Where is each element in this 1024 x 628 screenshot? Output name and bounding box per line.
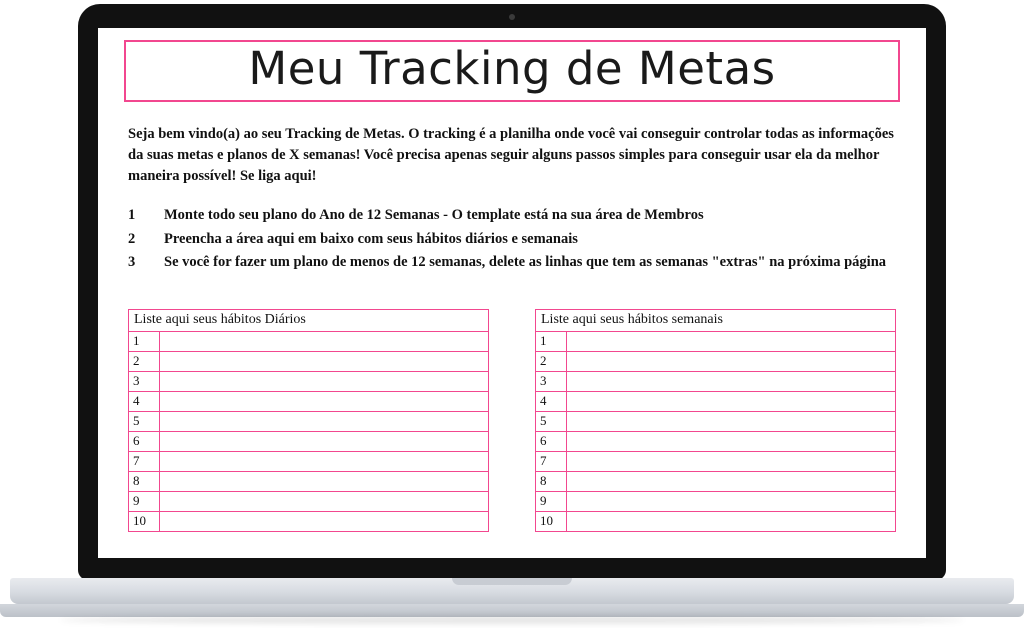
list-item bbox=[128, 228, 896, 251]
row-index: 6 bbox=[129, 431, 160, 451]
steps-list bbox=[128, 204, 896, 274]
row-index: 7 bbox=[536, 451, 567, 471]
table-row bbox=[129, 391, 489, 411]
step-number: 3 bbox=[128, 254, 136, 271]
habit-input-cell[interactable] bbox=[160, 451, 489, 471]
table-row bbox=[129, 451, 489, 471]
row-index: 3 bbox=[129, 371, 160, 391]
row-index: 2 bbox=[129, 351, 160, 371]
table-row bbox=[129, 351, 489, 371]
list-item bbox=[128, 204, 896, 227]
row-index: 2 bbox=[536, 351, 567, 371]
table-row bbox=[129, 511, 489, 531]
table-header-row bbox=[536, 309, 896, 331]
row-index: 9 bbox=[536, 491, 567, 511]
habit-input-cell[interactable] bbox=[567, 351, 896, 371]
habit-input-cell[interactable] bbox=[567, 331, 896, 351]
habit-input-cell[interactable] bbox=[567, 411, 896, 431]
habit-input-cell[interactable] bbox=[567, 371, 896, 391]
habit-input-cell[interactable] bbox=[160, 431, 489, 451]
habit-input-cell[interactable] bbox=[160, 471, 489, 491]
step-text: Monte todo seu plano do Ano de 12 Semanas - O template está na sua área de Membros bbox=[164, 207, 704, 224]
habit-input-cell[interactable] bbox=[160, 351, 489, 371]
row-index: 7 bbox=[129, 451, 160, 471]
weekly-habits-table bbox=[535, 309, 896, 532]
daily-habits-table bbox=[128, 309, 489, 532]
list-item bbox=[128, 251, 896, 274]
row-index: 8 bbox=[129, 471, 160, 491]
habit-input-cell[interactable] bbox=[567, 391, 896, 411]
table-header-row bbox=[129, 309, 489, 331]
row-index: 9 bbox=[129, 491, 160, 511]
laptop-base bbox=[10, 578, 1014, 604]
row-index: 10 bbox=[129, 511, 160, 531]
row-index: 4 bbox=[536, 391, 567, 411]
row-index: 10 bbox=[536, 511, 567, 531]
habit-input-cell[interactable] bbox=[567, 491, 896, 511]
table-row bbox=[536, 451, 896, 471]
row-index: 6 bbox=[536, 431, 567, 451]
habit-input-cell[interactable] bbox=[567, 431, 896, 451]
table-row bbox=[536, 351, 896, 371]
column-header: Liste aqui seus hábitos Diários bbox=[129, 309, 489, 331]
step-text: Preencha a área aqui em baixo com seus hábitos diários e semanais bbox=[164, 230, 578, 247]
table-row bbox=[129, 411, 489, 431]
table-row bbox=[129, 371, 489, 391]
table-row bbox=[536, 471, 896, 491]
habits-tables bbox=[128, 309, 896, 532]
row-index: 8 bbox=[536, 471, 567, 491]
table-row bbox=[129, 331, 489, 351]
document-page bbox=[98, 28, 926, 558]
habit-input-cell[interactable] bbox=[160, 411, 489, 431]
table-row bbox=[129, 431, 489, 451]
habit-input-cell[interactable] bbox=[160, 511, 489, 531]
habit-input-cell[interactable] bbox=[160, 391, 489, 411]
laptop-base-notch bbox=[452, 578, 572, 585]
intro-paragraph: Seja bem vindo(a) ao seu Tracking de Metas. O tracking é a planilha onde você vai conseguir controlar todas as informações da suas metas e planos de X semanas! Você precisa apenas seguir alguns passos simples para conseguir usar ela da melhor maneira possível! Se liga aqui! bbox=[128, 126, 894, 184]
row-index: 5 bbox=[129, 411, 160, 431]
habit-input-cell[interactable] bbox=[567, 471, 896, 491]
column-header: Liste aqui seus hábitos semanais bbox=[536, 309, 896, 331]
laptop-lid bbox=[78, 4, 946, 580]
table-row bbox=[536, 411, 896, 431]
table-row bbox=[536, 371, 896, 391]
laptop-shadow bbox=[60, 616, 964, 624]
step-text: Se você for fazer um plano de menos de 12 semanas, delete as linhas que tem as semanas "extras" na próxima página bbox=[164, 254, 887, 271]
laptop-screen bbox=[98, 28, 926, 558]
habit-input-cell[interactable] bbox=[567, 451, 896, 471]
table-row bbox=[536, 391, 896, 411]
habit-input-cell[interactable] bbox=[160, 331, 489, 351]
habit-input-cell[interactable] bbox=[160, 371, 489, 391]
row-index: 1 bbox=[129, 331, 160, 351]
page-title: Meu Tracking de Metas bbox=[248, 42, 776, 95]
row-index: 4 bbox=[129, 391, 160, 411]
table-row bbox=[536, 511, 896, 531]
row-index: 3 bbox=[536, 371, 567, 391]
row-index: 5 bbox=[536, 411, 567, 431]
webcam-icon bbox=[509, 14, 515, 20]
habit-input-cell[interactable] bbox=[567, 511, 896, 531]
habit-input-cell[interactable] bbox=[160, 491, 489, 511]
table-row bbox=[536, 431, 896, 451]
page-title-box bbox=[124, 40, 900, 102]
table-row bbox=[129, 471, 489, 491]
step-number: 2 bbox=[128, 230, 136, 247]
step-number: 1 bbox=[128, 207, 136, 224]
row-index: 1 bbox=[536, 331, 567, 351]
table-row bbox=[129, 491, 489, 511]
table-row bbox=[536, 331, 896, 351]
table-row bbox=[536, 491, 896, 511]
